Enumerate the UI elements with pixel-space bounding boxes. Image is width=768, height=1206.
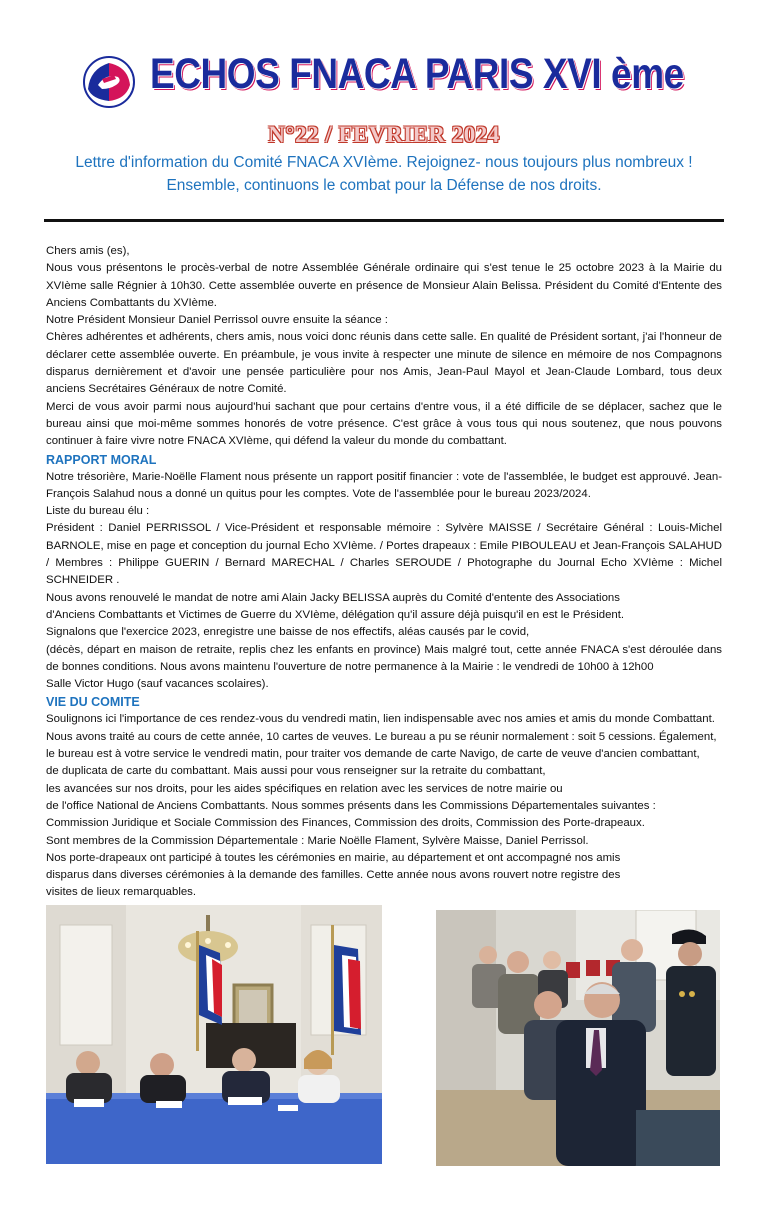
section-heading-rapport: RAPPORT MORAL	[46, 452, 157, 467]
fnaca-logo	[80, 55, 138, 109]
rapport-paragraph-6: (décès, départ en maison de retraite, replis chez les enfants en province) Mais malgré tout, cette année FNACA s'est déroulée dans de bonnes conditions. Nous avons maintenu l'ouverture de notre permanence à la Mairie : le vendredi de 10h00 à 12h00	[46, 643, 722, 673]
greeting: Chers amis (es),	[46, 245, 130, 257]
rapport-paragraph-1: Notre trésorière, Marie-Noëlle Flament nous présente un rapport positif financier : vote de l'assemblée, le budget est approuvé. Jean-François Salahud nous a donné un quitus pour les comptes. Vote de l'assemblée pour le bureau 2023/2024.	[46, 470, 722, 500]
vie-line-9: Nos porte-drapeaux ont participé à toutes les cérémonies en mairie, au département et ont accompagné nos amis	[46, 851, 621, 864]
subtitle-line-1: Lettre d'information du Comité FNACA XVIème. Rejoignez- nous toujours plus nombreux !	[75, 154, 693, 171]
rapport-line-4a: Nous avons renouvelé le mandat de notre ami Alain Jacky BELISSA auprès du Comité d'entente des Associations	[46, 591, 620, 604]
section-heading-vie: VIE DU COMITE	[46, 695, 140, 710]
vie-line-6: de l'office National de Anciens Combattants. Nous sommes présents dans les Commissions Départementales suivantes :	[46, 799, 656, 812]
rapport-line-5: Signalons que l'exercice 2023, enregistre une baisse de nos effectifs, aléas causés par le covid,	[46, 626, 530, 639]
vie-line-5: les avancées sur nos droits, pour les aides spécifiques en relation avec les services de notre mairie ou	[46, 782, 563, 795]
rapport-paragraph-3: Président : Daniel PERRISSOL / Vice-Président et responsable mémoire : Sylvère MAISSE / Secrétaire Général : Louis-Michel BARNOLE, mise en page et conception du journal Echo XVIème. / Portes drapeaux : Emile PIBOULEAU et Jean-François SALAHUD / Membres : Philippe GUERIN / Bernard MARECHAL / Charles SEROUDE / Photographe du Journal Echo XVIème : Michel SCHNEIDER .	[46, 522, 722, 587]
speech-paragraph-2: Merci de vous avoir parmi nous aujourd'hui sachant que pour certains d'entre vous, il a été difficile de se déplacer, sachez que le bureau ainsi que moi-même sommes honorés de votre présence. C'est grâce à vous tous qui nous soutenez, que nous pouvons continuer à faire vivre notre FNACA XVIème, qui défend la valeur du monde du combattant.	[46, 400, 722, 448]
assembly-photo-head-table	[46, 905, 382, 1164]
header-divider	[44, 219, 724, 222]
speech-paragraph-1: Chères adhérentes et adhérents, chers amis, nous voici donc réunis dans cette salle. En qualité de Président sortant, j'ai l'honneur de déclarer cette assemblée ouverte. En préambule, je vous invite à respecter une minute de silence en mémoire de nos Compagnons disparus dernièrement et d'avoir une pensée particulière pour nos Amis, Jean-Paul Mayol et Jean-Claude Lombard, tous deux anciens Secrétaires Généraux de notre Comité.	[46, 331, 722, 396]
vie-line-2: Nous avons traité au cours de cette année, 10 cartes de veuves. Le bureau a pu se réunir normalement : soit 5 cessions. Également,	[46, 730, 717, 743]
subtitle-line-2: Ensemble, continuons le combat pour la Défense de nos droits.	[166, 177, 602, 194]
rapport-paragraph-2: Liste du bureau élu :	[46, 505, 150, 518]
vie-line-1: Soulignons ici l'importance de ces rendez-vous du vendredi matin, lien indispensable avec nos amies et amis du monde Combattant.	[46, 713, 715, 726]
newsletter-title: ECHOS FNACA PARIS XVI ème	[150, 50, 684, 98]
vie-line-3: le bureau est à votre service le vendredi matin, pour traiter vos demande de carte Navigo, de carte de veuve d'ancien combattant,	[46, 748, 700, 761]
vie-line-8: Sont membres de la Commission Départementale : Marie Noëlle Flament, Sylvère Maisse, Daniel Perrissol.	[46, 834, 589, 847]
article-body	[46, 243, 722, 902]
assembly-photo-audience	[436, 910, 720, 1166]
issue-number: N°22 / FEVRIER 2024	[268, 122, 500, 147]
rapport-line-7: Salle Victor Hugo (sauf vacances scolaires).	[46, 678, 269, 691]
vie-line-4: de duplicata de carte du combattant. Mais aussi pour vous renseigner sur la retraite du combattant,	[46, 765, 546, 778]
opening-line: Notre Président Monsieur Daniel Perrissol ouvre ensuite la séance :	[46, 314, 388, 327]
vie-line-11: visites de lieux remarquables.	[46, 886, 197, 899]
newsletter-header	[0, 0, 768, 220]
vie-line-7: Commission Juridique et Sociale Commission des Finances, Commission des droits, Commission des Porte-drapeaux.	[46, 817, 645, 830]
rapport-line-4b: d'Anciens Combattants et Victimes de Guerre du XVIème, délégation qu'il assure déjà puisqu'il en est le Président.	[46, 608, 625, 621]
vie-line-10: disparus dans diverses cérémonies à la demande des familles. Cette année nous avons rouvert notre registre des	[46, 869, 621, 882]
intro-paragraph: Nous vous présentons le procès-verbal de notre Assemblée Générale ordinaire qui s'est tenue le 25 octobre 2023 à la Mairie du XVIème salle Régnier à 10h30. Cette assemblée ouverte en présence de Monsieur Alain Belissa. Président du Comité d'Entente des Anciens Combattants du XVIème.	[46, 262, 722, 309]
